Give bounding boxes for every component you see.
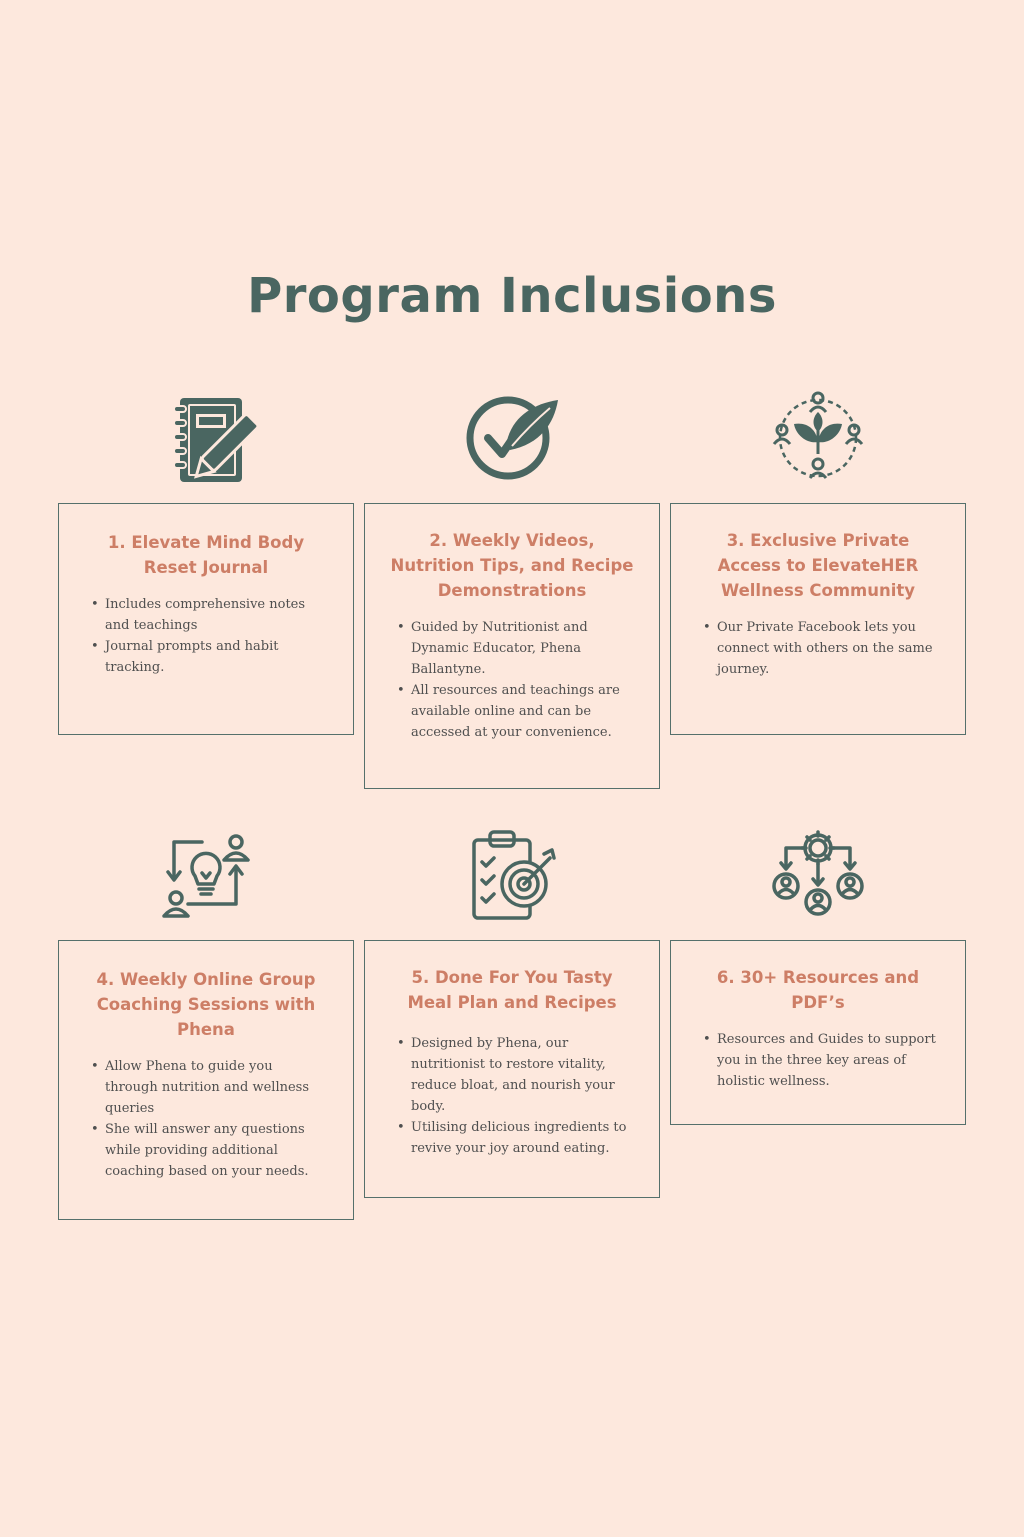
inclusion-card-4 [58, 940, 354, 1220]
gear-people-icon [768, 826, 868, 926]
journal-pencil-icon [166, 390, 266, 490]
card-title: 5. Done For You Tasty Meal Plan and Recipes [407, 968, 617, 1012]
card-bullet-list [389, 617, 635, 743]
card-bullet-list [695, 1029, 941, 1092]
list-item: • She will answer any questions while providing additional coaching based on your needs. [105, 1119, 329, 1182]
card-title: 4. Weekly Online Group Coaching Sessions with Phena [96, 970, 316, 1039]
list-item: • Includes comprehensive notes and teachings [105, 594, 329, 636]
card-bullet-list [695, 617, 941, 680]
list-item: • Journal prompts and habit tracking. [105, 636, 329, 678]
card-title: 2. Weekly Videos, Nutrition Tips, and Recipe Demonstrations [390, 531, 634, 600]
coaching-idea-icon [158, 828, 258, 928]
card-title: 3. Exclusive Private Access to ElevateHER Wellness Community [717, 531, 919, 600]
card-bullet-list [83, 1056, 329, 1182]
list-item: • Allow Phena to guide you through nutrition and wellness queries [105, 1056, 329, 1119]
list-item: • Resources and Guides to support you in the three key areas of holistic wellness. [717, 1029, 941, 1092]
community-plant-icon [768, 388, 868, 488]
inclusion-card-1 [58, 503, 354, 735]
checkmark-leaf-icon [462, 388, 562, 488]
inclusion-card-5 [364, 940, 660, 1198]
page-title: Program Inclusions [247, 268, 777, 324]
card-title: 1. Elevate Mind Body Reset Journal [107, 533, 305, 577]
checklist-target-icon [466, 826, 566, 926]
inclusion-card-3 [670, 503, 966, 735]
list-item: • Utilising delicious ingredients to revive your joy around eating. [411, 1117, 635, 1159]
inclusion-card-2 [364, 503, 660, 789]
list-item: • All resources and teachings are available online and can be accessed at your convenience. [411, 680, 635, 743]
inclusion-card-6 [670, 940, 966, 1125]
card-bullet-list [83, 594, 329, 678]
list-item: • Our Private Facebook lets you connect with others on the same journey. [717, 617, 941, 680]
card-bullet-list [389, 1033, 635, 1159]
card-title: 6. 30+ Resources and PDF’s [716, 968, 920, 1012]
list-item: • Guided by Nutritionist and Dynamic Educator, Phena Ballantyne. [411, 617, 635, 680]
list-item: • Designed by Phena, our nutritionist to restore vitality, reduce bloat, and nourish your body. [411, 1033, 635, 1117]
